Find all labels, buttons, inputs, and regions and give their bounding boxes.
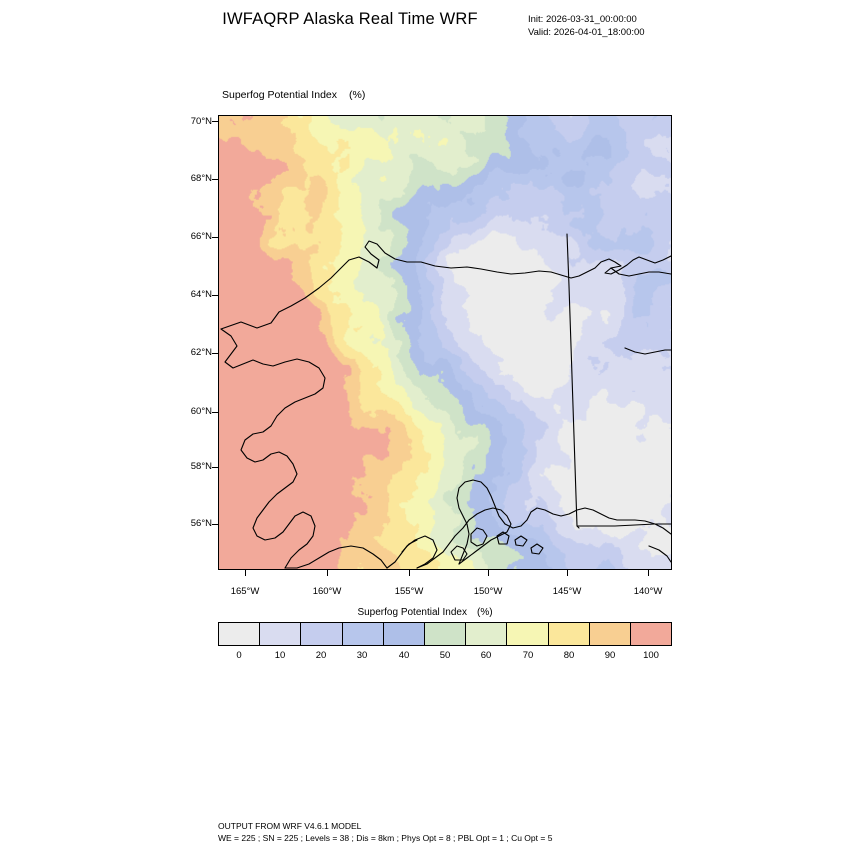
colorbar-segment-10 bbox=[631, 623, 671, 645]
init-time: Init: 2026-03-31_00:00:00 bbox=[528, 14, 637, 25]
colorbar-title-text: Superfog Potential Index bbox=[357, 607, 467, 618]
colorbar-segment-6 bbox=[466, 623, 507, 645]
x-tick-mark bbox=[409, 570, 410, 576]
colorbar-label-50: 50 bbox=[439, 650, 451, 661]
page-title: IWFAQRP Alaska Real Time WRF bbox=[222, 10, 478, 28]
x-tick-mark bbox=[567, 570, 568, 576]
valid-time: Valid: 2026-04-01_18:00:00 bbox=[528, 27, 645, 38]
y-tick-label-56N: 56°N bbox=[190, 518, 212, 529]
colorbar-label-30: 30 bbox=[356, 650, 368, 661]
colorbar-label-20: 20 bbox=[315, 650, 327, 661]
y-tick-label-68N: 68°N bbox=[190, 173, 212, 184]
colorbar-segment-8 bbox=[549, 623, 590, 645]
colorbar-label-80: 80 bbox=[563, 650, 575, 661]
y-tick-label-70N: 70°N bbox=[190, 116, 212, 127]
plot-title bbox=[222, 89, 365, 101]
colorbar-label-40: 40 bbox=[398, 650, 410, 661]
colorbar-label-90: 90 bbox=[604, 650, 616, 661]
y-tick-label-64N: 64°N bbox=[190, 289, 212, 300]
x-tick-mark bbox=[327, 570, 328, 576]
colorbar-title bbox=[0, 607, 850, 618]
y-tick-label-58N: 58°N bbox=[190, 461, 212, 472]
x-tick-mark bbox=[488, 570, 489, 576]
colorbar-tick-labels bbox=[218, 650, 672, 664]
colorbar-segment-9 bbox=[590, 623, 631, 645]
colorbar-segment-1 bbox=[260, 623, 301, 645]
colorbar-segment-7 bbox=[507, 623, 548, 645]
x-tick-mark bbox=[648, 570, 649, 576]
colorbar-title-units: (%) bbox=[476, 607, 493, 618]
x-tick-label-150W: 150°W bbox=[473, 586, 503, 597]
x-tick-label-155W: 155°W bbox=[394, 586, 424, 597]
x-tick-label-145W: 145°W bbox=[552, 586, 582, 597]
colorbar-segment-5 bbox=[425, 623, 466, 645]
plot-title-text: Superfog Potential Index bbox=[222, 89, 337, 101]
y-tick-label-62N: 62°N bbox=[190, 347, 212, 358]
colorbar-segment-0 bbox=[219, 623, 260, 645]
colorbar-label-10: 10 bbox=[274, 650, 286, 661]
colorbar-segment-2 bbox=[301, 623, 342, 645]
plot-title-units: (%) bbox=[349, 89, 366, 101]
y-tick-label-60N: 60°N bbox=[190, 406, 212, 417]
model-info-line-2: WE = 225 ; SN = 225 ; Levels = 38 ; Dis = 8km ; Phys Opt = 8 ; PBL Opt = 1 ; Cu Opt = 5 bbox=[218, 832, 553, 843]
colorbar-label-60: 60 bbox=[480, 650, 492, 661]
forecast-map[interactable] bbox=[218, 115, 672, 570]
model-info-line-1: OUTPUT FROM WRF V4.6.1 MODEL bbox=[218, 821, 362, 831]
x-tick-label-160W: 160°W bbox=[312, 586, 342, 597]
colorbar-label-100: 100 bbox=[643, 650, 659, 661]
colorbar-segment-4 bbox=[384, 623, 425, 645]
x-tick-mark bbox=[245, 570, 246, 576]
colorbar-segment-3 bbox=[343, 623, 384, 645]
x-tick-label-165W: 165°W bbox=[230, 586, 260, 597]
y-tick-label-66N: 66°N bbox=[190, 231, 212, 242]
colorbar-label-70: 70 bbox=[522, 650, 534, 661]
forecast-time-block bbox=[528, 13, 645, 39]
model-info-footer bbox=[218, 821, 552, 844]
colorbar[interactable] bbox=[218, 622, 672, 646]
colorbar-label-0: 0 bbox=[236, 650, 242, 661]
coastline-overlay bbox=[219, 116, 672, 570]
x-tick-label-140W: 140°W bbox=[633, 586, 663, 597]
